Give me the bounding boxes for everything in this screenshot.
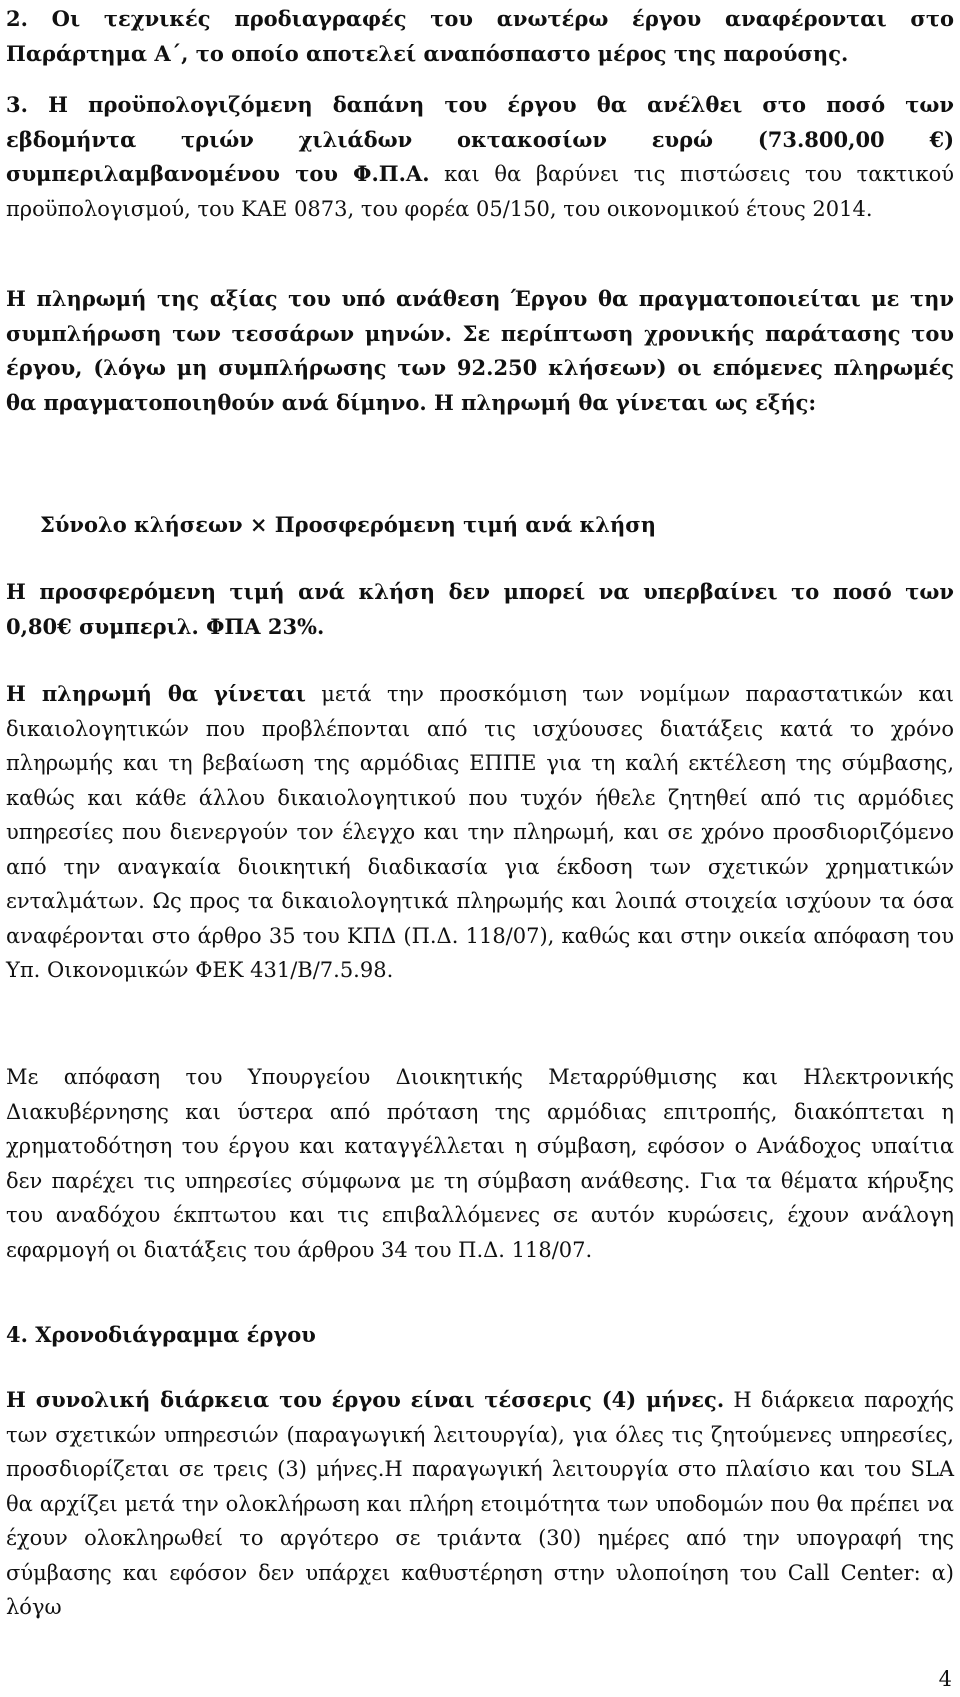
- paragraph-item-3: [6, 88, 954, 226]
- paragraph-item-2: [6, 2, 954, 71]
- payment-documents-body: μετά την προσκόμιση των νομίμων παραστατικών και δικαιολογητικών που προβλέπονται από τις ισχύουσες διατάξεις κατά το χρόνο πληρωμής και τη βεβαίωση της αρμόδιας ΕΠΠΕ για τη καλή εκτέλεση της σύμβασης, καθώς και κάθε άλλου δικαιολογητικού που τυχόν ήθελε ζητηθεί από τις αρμόδιες υπηρεσίες που διενεργούν τον έλεγχο και την πληρωμή, και σε χρόνο προσδιοριζόμενο από την αναγκαία διοικητική διαδικασία για έκδοση των σχετικών χρηματικών ενταλμάτων. Ως προς τα δικαιολογητικά πληρωμής και λοιπά στοιχεία ισχύουν τα όσα αναφέρονται στο άρθρο 35 του ΚΠΔ (Π.Δ. 118/07), καθώς και στην οικεία απόφαση του Υπ. Οικονομικών ΦΕΚ 431/Β/7.5.98.: [6, 682, 954, 982]
- payment-formula: Σύνολο κλήσεων × Προσφερόμενη τιμή ανά κλήση: [40, 512, 657, 537]
- payment-schedule-paragraph: Η πληρωμή της αξίας του υπό ανάθεση Έργου θα πραγματοποιείται με την συμπλήρωση των τεσσάρων μηνών. Σε περίπτωση χρονικής παράτασης του έργου, (λόγω μη συμπλήρωσης των 92.250 κλήσεων) οι επόμενες πληρωμές θα πραγματοποιηθούν ανά δίμηνο. Η πληρωμή θα γίνεται ως εξής:: [6, 286, 954, 415]
- item-2-text: 2. Οι τεχνικές προδιαγραφές του ανωτέρω έργου αναφέρονται στο Παράρτημα Α΄, το οποίο αποτελεί αναπόσπαστο μέρος της παρούσης.: [6, 6, 954, 66]
- section-4-heading: 4. Χρονοδιάγραμμα έργου: [6, 1322, 316, 1347]
- termination-paragraph: Με απόφαση του Υπουργείου Διοικητικής Μεταρρύθμισης και Ηλεκτρονικής Διακυβέρνησης και ύστερα από πρόταση της αρμόδιας επιτροπής, διακόπτεται η χρηματοδότηση του έργου και καταγγέλλεται η σύμβαση, εφόσον ο Ανάδοχος υπαίτια δεν παρέχει τις υπηρεσίες σύμφωνα με τη σύμβαση ανάθεσης. Για τα θέματα κήρυξης του αναδόχου έκπτωτου και τις επιβαλλόμενες σε αυτόν κυρώσεις, έχουν ανάλογη εφαρμογή οι διατάξεις του άρθρου 34 του Π.Δ. 118/07.: [6, 1065, 954, 1262]
- price-cap-paragraph: Η προσφερόμενη τιμή ανά κλήση δεν μπορεί να υπερβαίνει το ποσό των 0,80€ συμπεριλ. ΦΠΑ 23%.: [6, 579, 954, 639]
- budget-amount-text: 3. Η προϋπολογιζόμενη δαπάνη του έργου θα ανέλθει στο ποσό των εβδομήντα τριών χιλιάδων οκτακοσίων ευρώ (73.800,00 €) συμπεριλαμβανομένου του Φ.Π.Α.: [6, 92, 954, 186]
- duration-body: Η διάρκεια παροχής των σχετικών υπηρεσιών (παραγωγική λειτουργία), για όλες τις ζητούμενες υπηρεσίες, προσδιορίζεται σε τρεις (3) μήνες.Η παραγωγική λειτουργία στο πλαίσιο και του SLA θα αρχίζει μετά την ολοκλήρωση και πλήρη ετοιμότητα των υποδομών που θα πρέπει να έχουν ολοκληρωθεί το αργότερο σε τριάντα (30) ημέρες από την υπογραφή της σύμβασης και εφόσον δεν υπάρχει καθυστέρηση στην υλοποίηση του Call Center: α) λόγω: [6, 1388, 954, 1619]
- payment-documents-lead: Η πληρωμή θα γίνεται: [6, 681, 306, 706]
- duration-paragraph: [6, 1383, 954, 1625]
- page-number: 4: [938, 1667, 952, 1691]
- payment-documents-paragraph: [6, 677, 954, 988]
- budget-credit-text: και θα βαρύνει τις πιστώσεις του τακτικού προϋπολογισμού, του ΚΑΕ 0873, του φορέα 05/150, του οικονομικού έτους 2014.: [6, 162, 954, 221]
- duration-lead: Η συνολική διάρκεια του έργου είναι τέσσερις (4) μήνες.: [6, 1387, 725, 1412]
